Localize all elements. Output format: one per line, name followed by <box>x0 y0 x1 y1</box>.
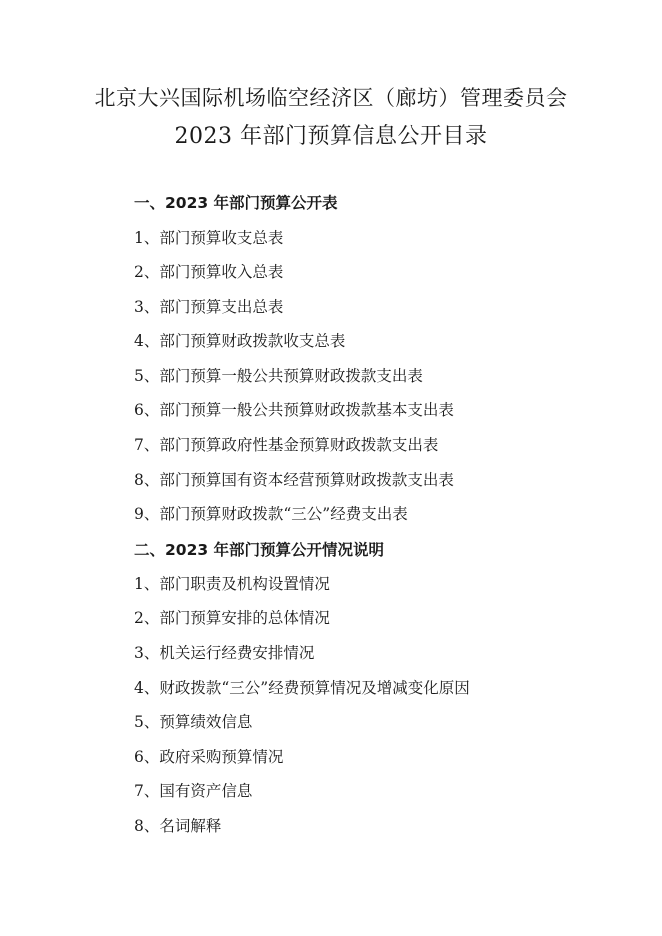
list-item: 5、部门预算一般公共预算财政拨款支出表 <box>134 367 423 385</box>
section-heading-budget-tables: 一、2023 年部门预算公开表 <box>134 194 338 212</box>
list-item: 5、预算绩效信息 <box>134 713 253 731</box>
list-item: 1、部门预算收支总表 <box>134 229 284 247</box>
list-item: 3、部门预算支出总表 <box>134 298 284 316</box>
list-item: 6、部门预算一般公共预算财政拨款基本支出表 <box>134 401 454 419</box>
list-item: 2、部门预算收入总表 <box>134 263 284 281</box>
list-item: 4、财政拨款“三公”经费预算情况及增减变化原因 <box>134 679 470 697</box>
list-item: 7、国有资产信息 <box>134 782 253 800</box>
list-item: 1、部门职责及机构设置情况 <box>134 575 330 593</box>
list-item: 4、部门预算财政拨款收支总表 <box>134 332 346 350</box>
list-item: 6、政府采购预算情况 <box>134 748 284 766</box>
list-item: 8、名词解释 <box>134 817 222 835</box>
list-item: 2、部门预算安排的总体情况 <box>134 609 330 627</box>
list-item: 3、机关运行经费安排情况 <box>134 644 315 662</box>
list-item: 7、部门预算政府性基金预算财政拨款支出表 <box>134 436 439 454</box>
section-heading-budget-explanation: 二、2023 年部门预算公开情况说明 <box>134 541 385 559</box>
list-item: 9、部门预算财政拨款“三公”经费支出表 <box>134 505 408 523</box>
list-item: 8、部门预算国有资本经营预算财政拨款支出表 <box>134 471 454 489</box>
document-title-line1: 北京大兴国际机场临空经济区（廊坊）管理委员会 <box>94 86 568 110</box>
document-title-line2: 2023 年部门预算信息公开目录 <box>174 124 488 149</box>
